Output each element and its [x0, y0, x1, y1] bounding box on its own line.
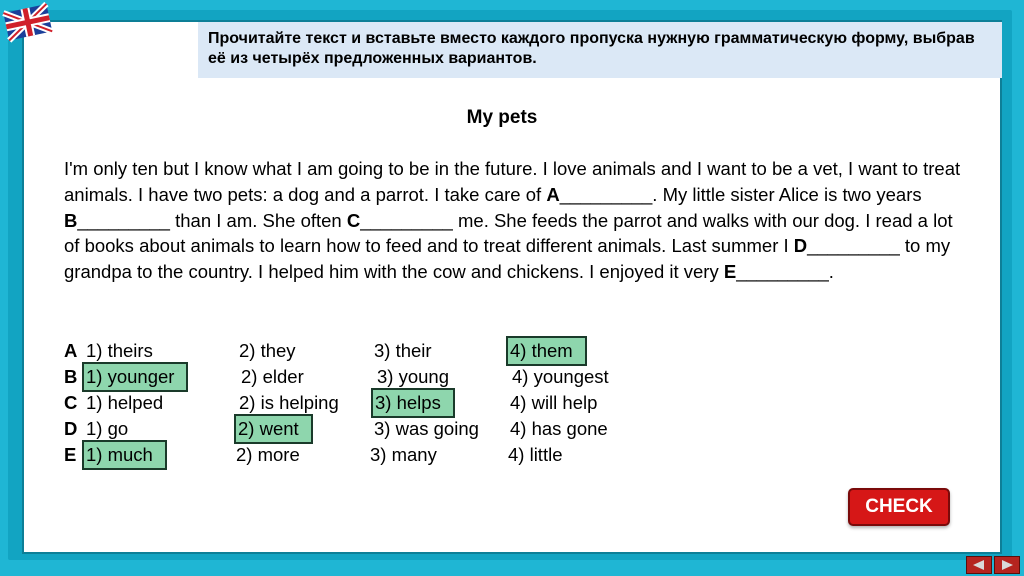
- check-button[interactable]: CHECK: [848, 488, 950, 526]
- option-e-1[interactable]: 1) much: [84, 442, 165, 468]
- content-panel: [22, 20, 1002, 554]
- option-a-1[interactable]: 1) theirs: [86, 340, 153, 361]
- arrow-left-icon: [972, 559, 986, 571]
- option-row-c: [64, 390, 664, 416]
- reading-text: I'm only ten but I know what I am going to be in the future. I love animals and I want to be a vet, I want to treat animals. I have two pets: a dog and a parrot. I take care of A_________. My little sister Alice is two years B_________ than I am. She often C_________ me. She feeds the parrot and walks with our dog. I read a lot of books about animals to learn how to feed and to treat different animals. Last summer I D_________ to my grandpa to the country. I helped him with the cow and chickens. I enjoyed it very E_________.: [64, 158, 961, 283]
- option-b-3[interactable]: 3) young: [377, 366, 449, 387]
- option-letter: D: [64, 418, 78, 439]
- option-a-4[interactable]: 4) them: [508, 338, 585, 364]
- option-d-3[interactable]: 3) was going: [374, 418, 479, 439]
- text-title: My pets: [466, 107, 538, 128]
- option-c-4[interactable]: 4) will help: [510, 392, 598, 413]
- option-letter: C: [64, 392, 78, 413]
- option-a-2[interactable]: 2) they: [239, 340, 296, 361]
- option-d-4[interactable]: 4) has gone: [510, 418, 608, 439]
- option-b-2[interactable]: 2) elder: [241, 366, 304, 387]
- gap-d-label: D: [793, 235, 808, 257]
- option-b-4[interactable]: 4) youngest: [512, 366, 609, 387]
- option-d-2[interactable]: 2) went: [236, 416, 311, 442]
- uk-flag-icon: [0, 0, 58, 46]
- option-e-2[interactable]: 2) more: [236, 444, 300, 465]
- option-c-3[interactable]: 3) helps: [373, 390, 453, 416]
- option-e-3[interactable]: 3) many: [370, 444, 437, 465]
- option-c-1[interactable]: 1) helped: [86, 392, 164, 413]
- gap-e-label: E: [723, 261, 737, 283]
- navigation-buttons: [966, 556, 1020, 574]
- option-row-e: [64, 442, 664, 468]
- option-row-a: [64, 338, 664, 364]
- option-letter: B: [64, 366, 78, 387]
- option-row-b: [64, 364, 664, 390]
- option-b-1[interactable]: 1) younger: [84, 364, 186, 390]
- gap-c-label: C: [346, 209, 361, 231]
- gap-b-label: B: [64, 209, 78, 231]
- option-row-d: [64, 416, 664, 442]
- next-slide-button[interactable]: [994, 556, 1020, 574]
- option-letter: A: [64, 340, 78, 361]
- option-letter: E: [64, 444, 77, 465]
- option-a-3[interactable]: 3) their: [374, 340, 432, 361]
- prev-slide-button[interactable]: [966, 556, 992, 574]
- option-e-4[interactable]: 4) little: [508, 444, 563, 465]
- option-d-1[interactable]: 1) go: [86, 418, 129, 439]
- option-c-2[interactable]: 2) is helping: [239, 392, 339, 413]
- task-instruction: Прочитайте текст и вставьте вместо каждого пропуска нужную грамматическую форму, выбрав её из четырёх предложенных вариантов.: [198, 22, 1002, 78]
- arrow-right-icon: [1000, 559, 1014, 571]
- gap-a-label: A: [546, 183, 560, 205]
